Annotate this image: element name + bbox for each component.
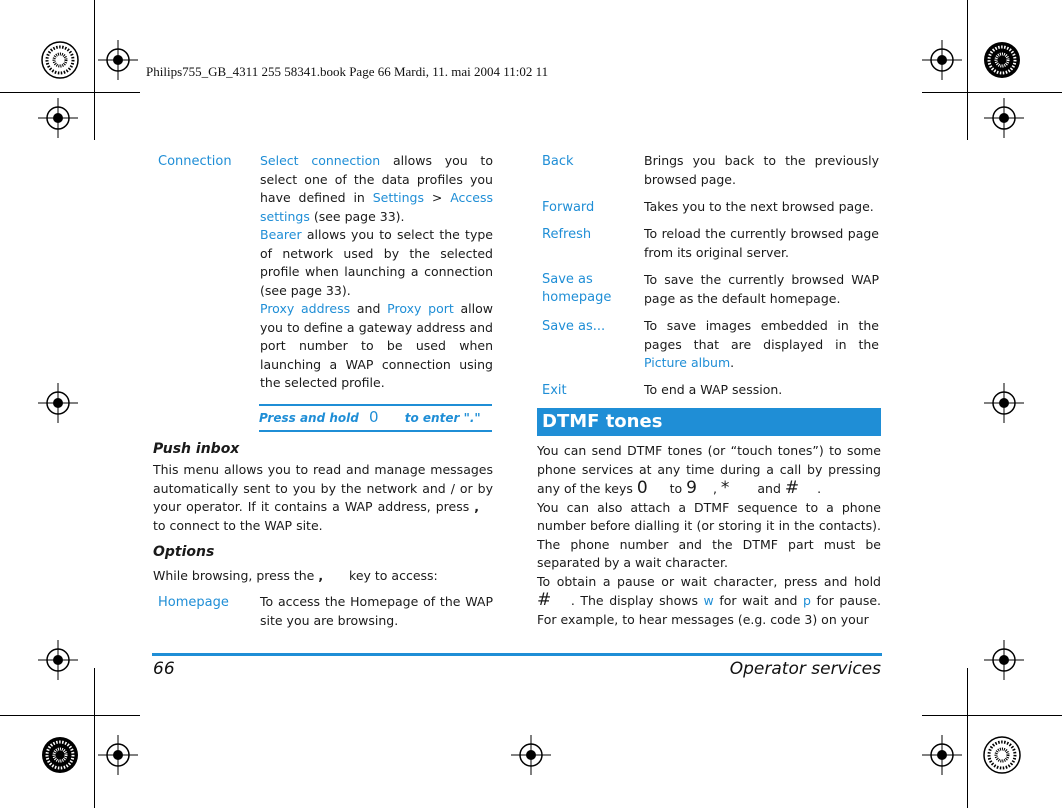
forward-description: Takes you to the next browsed page.: [644, 199, 874, 214]
proxy-port-term: Proxy port: [387, 301, 454, 316]
access-settings-term: Access settings: [260, 190, 493, 224]
dtmf-section-title: DTMF tones: [537, 408, 881, 436]
crop-line: [922, 715, 1062, 716]
registration-mark: [511, 735, 551, 775]
pause-char: p: [803, 593, 811, 608]
registration-mark: [984, 98, 1024, 138]
chapter-title: Operator services: [729, 659, 881, 679]
page-number: 66: [153, 659, 175, 679]
crop-line: [967, 0, 968, 140]
proxy-address-term: Proxy address: [260, 301, 351, 316]
registration-mark: [98, 735, 138, 775]
tip-box: Press and hold 0 to enter ".": [259, 404, 492, 432]
options-heading: Options: [153, 544, 215, 560]
dtmf-paragraph-1: You can send DTMF tones (or “touch tones”) to some phone services at any time during a call by pressing any of the keys 0 to 9 , * and # .: [537, 443, 881, 498]
key-star-glyph: *: [720, 478, 730, 498]
crop-line: [94, 668, 95, 808]
key-0-glyph: 0: [369, 408, 379, 426]
starburst-mark: [982, 735, 1022, 775]
footer-rule: [152, 653, 882, 656]
settings-term: Settings: [372, 190, 424, 205]
starburst-mark: [40, 40, 80, 80]
registration-mark: [38, 383, 78, 423]
picture-album-term: Picture album: [644, 355, 731, 370]
ok-key-glyph: ,: [318, 568, 324, 583]
back-label: Back: [542, 154, 574, 169]
registration-mark: [984, 383, 1024, 423]
bearer-term: Bearer: [260, 227, 302, 242]
refresh-label: Refresh: [542, 227, 592, 242]
refresh-description: To reload the currently browsed page from its original server.: [644, 226, 879, 260]
dtmf-paragraph-2: You can also attach a DTMF sequence to a phone number before dialling it (or storing it in the contacts). The phone number and the DTMF part must be separated by a wait character.: [537, 499, 881, 570]
file-info-header: Philips755_GB_4311 255 58341.book Page 66 Mardi, 11. mai 2004 11:02 11: [146, 64, 549, 79]
registration-mark: [38, 640, 78, 680]
registration-mark: [922, 735, 962, 775]
save-as-description: To save images embedded in the pages that are displayed in the Picture album.: [644, 318, 879, 370]
registration-mark: [98, 40, 138, 80]
registration-mark: [922, 40, 962, 80]
save-as-label: Save as...: [542, 319, 606, 334]
save-as-homepage-label: Save as homepage: [542, 272, 612, 305]
registration-mark: [38, 98, 78, 138]
push-inbox-heading: Push inbox: [153, 441, 240, 457]
bearer-paragraph: Bearer allows you to select the type of network used by the selected profile when launching a connection (see page 33).: [260, 227, 493, 298]
crop-line: [94, 0, 95, 140]
select-connection-term: Select connection: [260, 153, 381, 168]
crop-line: [967, 668, 968, 808]
crop-line: [922, 92, 1062, 93]
dtmf-paragraph-3: To obtain a pause or wait character, press and hold # . The display shows w for wait and p for pause. For example, to hear messages (e.g. code 3) on your: [537, 573, 882, 627]
proxy-paragraph: Proxy address and Proxy port allow you to define a gateway address and port number to be used when launching a WAP connection using the selected profile.: [260, 301, 493, 390]
key-hash-glyph: #: [537, 590, 552, 610]
dtmf-text: [537, 442, 881, 629]
homepage-label: Homepage: [158, 595, 229, 610]
push-inbox-text: This menu allows you to read and manage messages automatically sent to you by the network and / or by your operator. If it contains a WAP address, press , to connect to the WAP site.: [153, 462, 493, 533]
starburst-mark: [40, 735, 80, 775]
back-description: Brings you back to the previously browsed page.: [644, 153, 879, 187]
options-text: While browsing, press the , key to access:: [153, 568, 438, 583]
exit-description: To end a WAP session.: [644, 382, 783, 397]
connection-paragraph: Select connection allows you to select one of the data profiles you have defined in Settings > Access settings (see page 33).: [260, 153, 493, 224]
crop-line: [0, 715, 140, 716]
connection-description: [260, 152, 493, 393]
forward-label: Forward: [542, 200, 595, 215]
exit-label: Exit: [542, 383, 567, 398]
registration-mark: [984, 640, 1024, 680]
starburst-mark: [982, 40, 1022, 80]
wait-char: w: [703, 593, 714, 608]
save-as-homepage-description: To save the currently browsed WAP page as the default homepage.: [644, 272, 879, 306]
crop-line: [0, 92, 140, 93]
ok-key-glyph: ,: [474, 499, 479, 514]
key-9-glyph: 9: [686, 478, 697, 498]
homepage-description: To access the Homepage of the WAP site you are browsing.: [260, 594, 493, 628]
key-0-glyph: 0: [636, 478, 648, 498]
connection-label: Connection: [158, 154, 232, 169]
key-hash-glyph: #: [784, 478, 800, 498]
